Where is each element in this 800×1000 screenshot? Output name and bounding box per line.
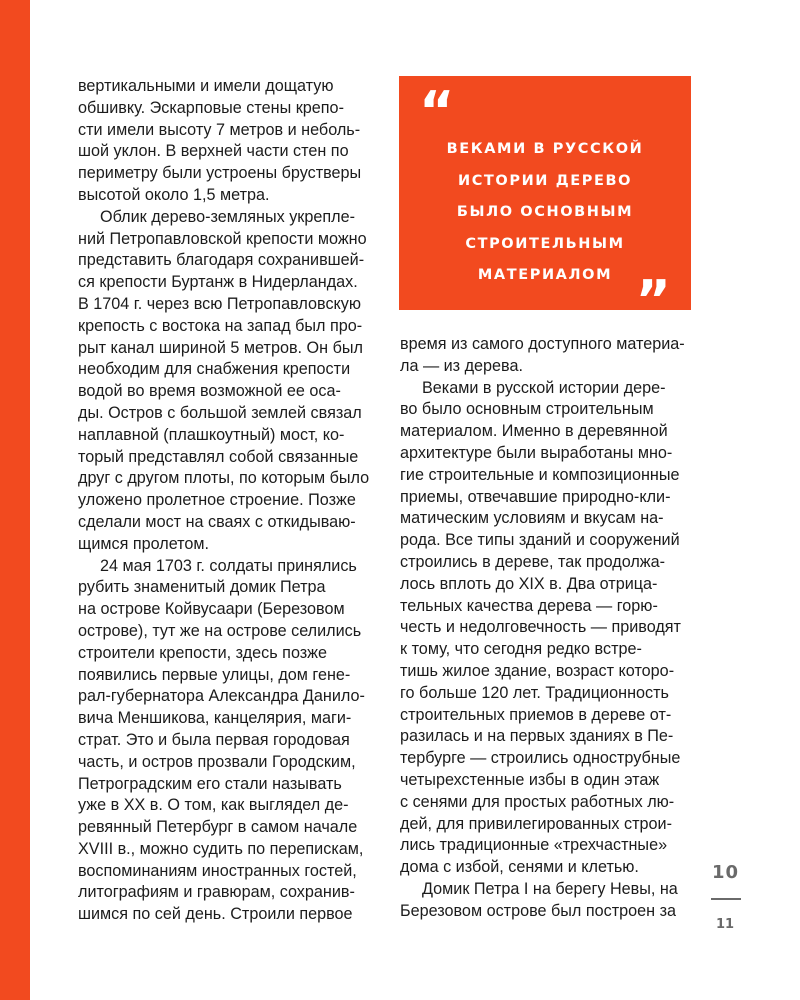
- text-line: наплавной (плашкоутный) мост, ко-: [78, 425, 345, 444]
- text-line: ла — из дерева.: [400, 356, 523, 375]
- text-line: ся крепости Буртанж в Нидерландах.: [78, 273, 358, 292]
- text-line: тельных качества дерева — горю-: [400, 596, 658, 615]
- left-text-column: [78, 76, 378, 926]
- close-quote-mark: ”: [635, 269, 671, 332]
- text-line: го больше 120 лет. Традиционность: [400, 683, 669, 702]
- text-line: рода. Все типы зданий и сооружений: [400, 531, 680, 550]
- text-line: XVIII в., можно судить по перепискам,: [78, 839, 364, 858]
- page-number-current: 10: [712, 862, 740, 883]
- text-line: лись традиционные «трехчастные»: [400, 836, 668, 855]
- text-line: к тому, что сегодня редко встре-: [400, 640, 642, 659]
- quote-line: СТРОИТЕЛЬНЫМ: [465, 235, 625, 252]
- page-number-next: 11: [716, 917, 735, 932]
- text-line: Березовом острове был построен за: [400, 901, 676, 920]
- text-line: Домик Петра I на берегу Невы, на: [422, 879, 678, 898]
- text-line: разилась и на первых зданиях в Пе-: [400, 727, 674, 746]
- text-line: ды. Остров с большой землей связал: [78, 403, 362, 422]
- text-line: рыт канал шириной 5 метров. Он был: [78, 338, 363, 357]
- text-line: дей, для привилегированных строи-: [400, 814, 672, 833]
- text-line: друг с другом плоты, по которым было: [78, 469, 370, 488]
- text-line: страт. Это и была первая городовая: [78, 730, 350, 749]
- quote-line: ВЕКАМИ В РУССКОЙ: [446, 141, 644, 157]
- text-line: крепость с востока на запад был про-: [78, 316, 363, 335]
- text-line: уже в XX в. О том, как выглядел де-: [78, 796, 349, 815]
- text-line: лось вплоть до XIX в. Два отрица-: [400, 574, 658, 593]
- text-line: обшивку. Эскарповые стены крепо-: [78, 98, 344, 117]
- text-line: тишь жилое здание, возраст которо-: [400, 661, 675, 680]
- text-line: честь и недолговечность — приводят: [400, 618, 681, 637]
- text-line: щимся пролетом.: [78, 534, 210, 553]
- text-line: часть, и остров прозвали Городским,: [78, 752, 356, 771]
- text-line: шой уклон. В верхней части стен по: [78, 142, 349, 161]
- text-line: необходим для снабжения крепости: [78, 360, 351, 379]
- text-line: рал-губернатора Александра Данило-: [78, 687, 365, 706]
- open-quote-mark: “: [419, 80, 455, 143]
- text-line: приемы, отвечавшие природно-кли-: [400, 487, 671, 506]
- pull-quote: [399, 76, 691, 332]
- text-line: Веками в русской истории дере-: [422, 378, 666, 397]
- text-line: тербурге — строились однострубные: [400, 749, 681, 768]
- text-line: представить благодаря сохранившей-: [78, 251, 365, 270]
- page-number-divider: [711, 898, 741, 900]
- text-line: Петроградским его стали называть: [78, 774, 342, 793]
- quote-line: БЫЛО ОСНОВНЫМ: [456, 204, 634, 221]
- text-line: ний Петропавловской крепости можно: [78, 229, 367, 248]
- text-line: строительных приемов в дереве от-: [400, 705, 672, 724]
- text-line: рубить знаменитый домик Петра: [78, 578, 326, 597]
- text-line: четырехстенные избы в один этаж: [400, 770, 660, 789]
- text-line: сти имели высоту 7 метров и неболь-: [78, 120, 361, 139]
- text-line: уложено пролетное строение. Позже: [78, 491, 356, 510]
- quote-line: МАТЕРИАЛОМ: [477, 267, 613, 284]
- text-line: материалом. Именно в деревянной: [400, 422, 668, 441]
- text-line: острове), тут же на острове селились: [78, 621, 362, 640]
- text-line: Облик дерево-земляных укрепле-: [100, 207, 355, 226]
- text-line: появились первые улицы, дом гене-: [78, 665, 351, 684]
- text-line: матическим условиям и вкусам на-: [400, 509, 664, 528]
- text-line: вича Меншикова, канцелярия, маги-: [78, 709, 352, 728]
- text-line: строители крепости, здесь позже: [78, 643, 328, 662]
- left-accent-bar: [0, 0, 30, 1000]
- text-line: шимся по сей день. Строили первое: [78, 905, 353, 924]
- text-line: 24 мая 1703 г. солдаты принялись: [100, 556, 357, 575]
- right-text-column: [400, 334, 700, 923]
- text-line: дома с избой, сенями и клетью.: [400, 858, 639, 877]
- text-line: архитектуре были выработаны мно-: [400, 443, 673, 462]
- text-line: на острове Койвусаари (Березовом: [78, 600, 345, 619]
- text-line: время из самого доступного материа-: [400, 335, 685, 353]
- text-line: во было основным строительным: [400, 400, 654, 419]
- text-line: периметру были устроены брустверы: [78, 164, 362, 183]
- text-line: торый представлял собой связанные: [78, 447, 359, 466]
- text-line: вертикальными и имели дощатую: [78, 77, 334, 95]
- text-line: гие строительные и композиционные: [400, 465, 680, 484]
- text-line: литографиям и гравюрам, сохранив-: [78, 883, 355, 902]
- text-line: сделали мост на сваях с откидываю-: [78, 512, 356, 531]
- text-line: с сенями для простых работных лю-: [400, 792, 675, 811]
- text-line: В 1704 г. через всю Петропавловскую: [78, 294, 362, 313]
- text-line: высотой около 1,5 метра.: [78, 185, 270, 204]
- quote-line: ИСТОРИИ ДЕРЕВО: [457, 172, 633, 189]
- text-line: воспоминаниям иностранных гостей,: [78, 861, 357, 880]
- text-line: ревянный Петербург в самом начале: [78, 818, 358, 837]
- text-line: строились в дереве, так продолжа-: [400, 552, 666, 571]
- text-line: водой во время возможной ее оса-: [78, 382, 341, 401]
